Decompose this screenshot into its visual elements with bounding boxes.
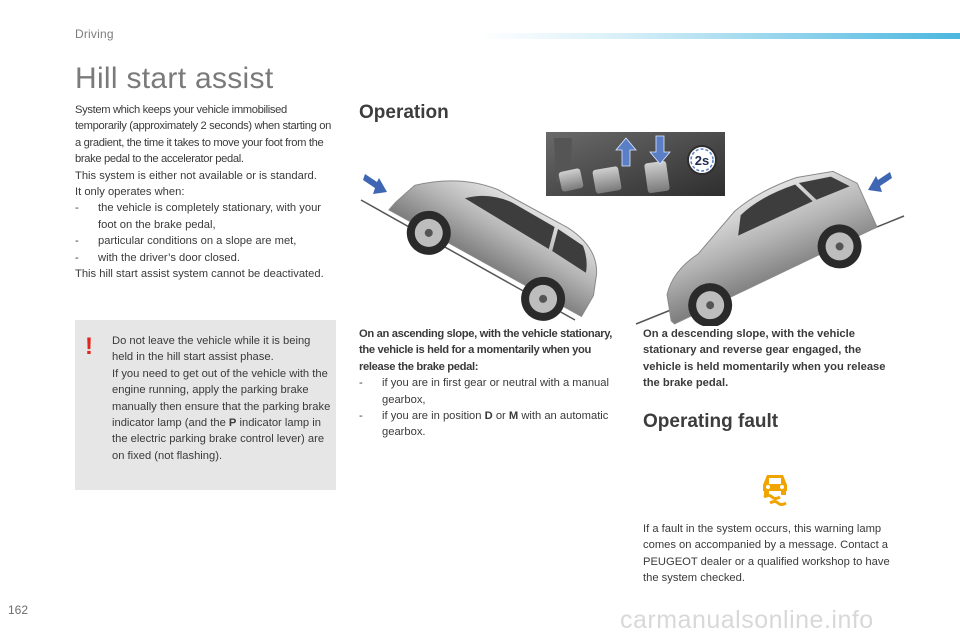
condition-item: - the vehicle is completely stationary, with your foot on the brake pedal,	[75, 202, 322, 231]
arrow-up-left-icon	[363, 174, 387, 194]
intro-only-operates: It only operates when:	[75, 186, 185, 199]
intro-text	[75, 102, 337, 282]
timer-badge-text: 2s	[694, 153, 710, 168]
ascending-item: - if you are in position D or M with an automatic gearbox.	[359, 410, 609, 439]
ascending-text	[359, 326, 625, 441]
car-body	[378, 168, 617, 324]
page-title: Hill start assist	[75, 62, 274, 95]
descending-car-illustration	[632, 160, 910, 326]
page-number: 162	[8, 603, 29, 617]
condition-item: - particular conditions on a slope are met,	[75, 235, 297, 248]
warning-exclamation-icon: !	[85, 333, 93, 360]
warning-p1: Do not leave the vehicle while it is being held in the hill start assist phase.	[112, 335, 311, 364]
header-accent-bar	[480, 33, 960, 39]
operation-heading: Operation	[359, 102, 449, 123]
ascending-lead: On an ascending slope, with the vehicle stationary, the vehicle is held for a momentarily when you release the brake pedal:	[359, 328, 612, 373]
ascending-car-illustration	[357, 168, 625, 324]
car-body	[639, 160, 889, 326]
section-label: Driving	[75, 27, 114, 41]
intro-not-available: This system is either not available or is standard.	[75, 169, 317, 182]
arrow-up-right-icon	[868, 172, 892, 192]
ascending-item: - if you are in first gear or neutral with a manual gearbox,	[359, 377, 609, 406]
condition-item: - with the driver’s door closed.	[75, 251, 240, 264]
fault-text: If a fault in the system occurs, this warning lamp comes on accompanied by a message. Contact a PEUGEOT dealer or a qualified workshop to have the system checked.	[643, 523, 890, 585]
descending-text: On a descending slope, with the vehicle stationary and reverse gear engaged, the vehicle is held momentarily when you release the brake pedal.	[643, 328, 886, 390]
warning-p2: If you need to get out of the vehicle with the engine running, apply the parking brake manually then ensure that the parking brake indicator lamp (and the P indicator lamp in the electric parking brake control lever) are on fixed (not flashing).	[112, 367, 331, 462]
watermark: carmanualsonline.info	[620, 606, 874, 634]
intro-cannot-deactivate: This hill start assist system cannot be deactivated.	[75, 268, 324, 281]
warning-text	[112, 333, 332, 464]
intro-lead: System which keeps your vehicle immobilised temporarily (approximately 2 seconds) when starting on a gradient, the time it takes to move your foot from the brake pedal to the accelerator pedal.	[75, 104, 331, 166]
skid-warning-lamp-icon	[758, 472, 792, 506]
operating-fault-heading: Operating fault	[643, 411, 779, 432]
